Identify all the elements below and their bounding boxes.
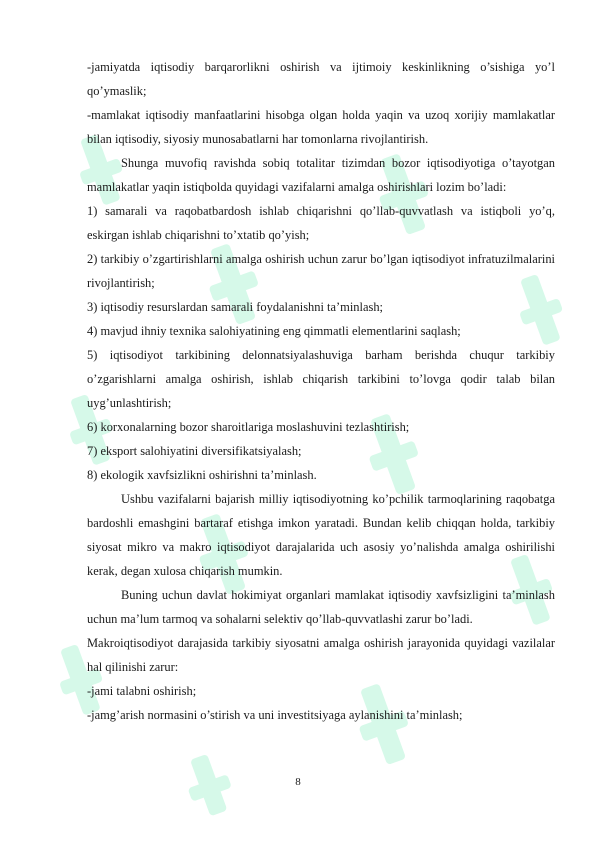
paragraph: -mamlakat iqtisodiy manfaatlarini hisobga olgan holda yaqin va uzoq xorijiy mamlakatlar bilan iqtisodiy, siyosiy munosabatlarni har tomonlarna rivojlantirish. bbox=[87, 108, 555, 146]
list-item: 7) eksport salohiyatini diversifikatsiyalash; bbox=[87, 444, 302, 458]
paragraph: Ushbu vazifalarni bajarish milliy iqtisodiyotning ko’pchilik tarmoqlarining raqobatga bardoshli emashgini bartaraf etishga imkon yaratadi. Bundan kelib chiqqan holda, tarkibiy siyosat mikro va makro iqtisodiyot darajalarida uch asosiy yo’nalishda amalga oshirilishi kerak, degan xulosa chiqarish mumkin. bbox=[87, 492, 555, 578]
list-item: 2) tarkibiy o’zgartirishlarni amalga oshirish uchun zarur bo’lgan iqtisodiyot infratuzilmalarini rivojlantirish; bbox=[87, 252, 555, 290]
list-item: 8) ekologik xavfsizlikni oshirishni ta’minlash. bbox=[87, 468, 317, 482]
list-item: 6) korxonalarning bozor sharoitlariga moslashuvini tezlashtirish; bbox=[87, 420, 410, 434]
list-item: 1) samarali va raqobatbardosh ishlab chiqarishni qo’llab-quvvatlash va istiqboli yo’q, eskirgan ishlab chiqarishni to’xtatib qo’yish; bbox=[87, 204, 555, 242]
list-item: 5) iqtisodiyot tarkibining delonnatsiyalashuviga barham berishda chuqur tarkibiy o’zgarishlarni amalga oshirish, ishlab chiqarish tarkibini to’lovga qodir talab bilan uyg’unlashtirish; bbox=[87, 348, 555, 410]
list-item: 3) iqtisodiy resurslardan samarali foydalanishni ta’minlash; bbox=[87, 300, 384, 314]
body-text bbox=[87, 55, 555, 727]
paragraph: Buning uchun davlat hokimiyat organlari mamlakat iqtisodiy xavfsizligini ta’minlash uchun ma’lum tarmoq va sohalarni selektiv qo’llab-quvvatlashi zarur bo’ladi. bbox=[87, 588, 555, 626]
paragraph: Makroiqtisodiyot darajasida tarkibiy siyosatni amalga oshirish jarayonida quyidagi vazilalar hal qilinishi zarur: bbox=[87, 636, 555, 674]
list-item: -jami talabni oshirish; bbox=[87, 684, 197, 698]
page-number: 8 bbox=[295, 776, 301, 788]
list-item: 4) mavjud ihniy texnika salohiyatining eng qimmatli elementlarini saqlash; bbox=[87, 324, 461, 338]
paragraph: Shunga muvofiq ravishda sobiq totalitar tizimdan bozor iqtisodiyotiga o’tayotgan mamlakatlar yaqin istiqbolda quyidagi vazifalarni amalga oshirishlari lozim bo’ladi: bbox=[87, 156, 555, 194]
list-item: -jamg’arish normasini o’stirish va uni investitsiyaga aylanishini ta’minlash; bbox=[87, 708, 463, 722]
paragraph: -jamiyatda iqtisodiy barqarorlikni oshirish va ijtimoiy keskinlikning o’sishiga yo’l qo’ymaslik; bbox=[87, 60, 555, 98]
